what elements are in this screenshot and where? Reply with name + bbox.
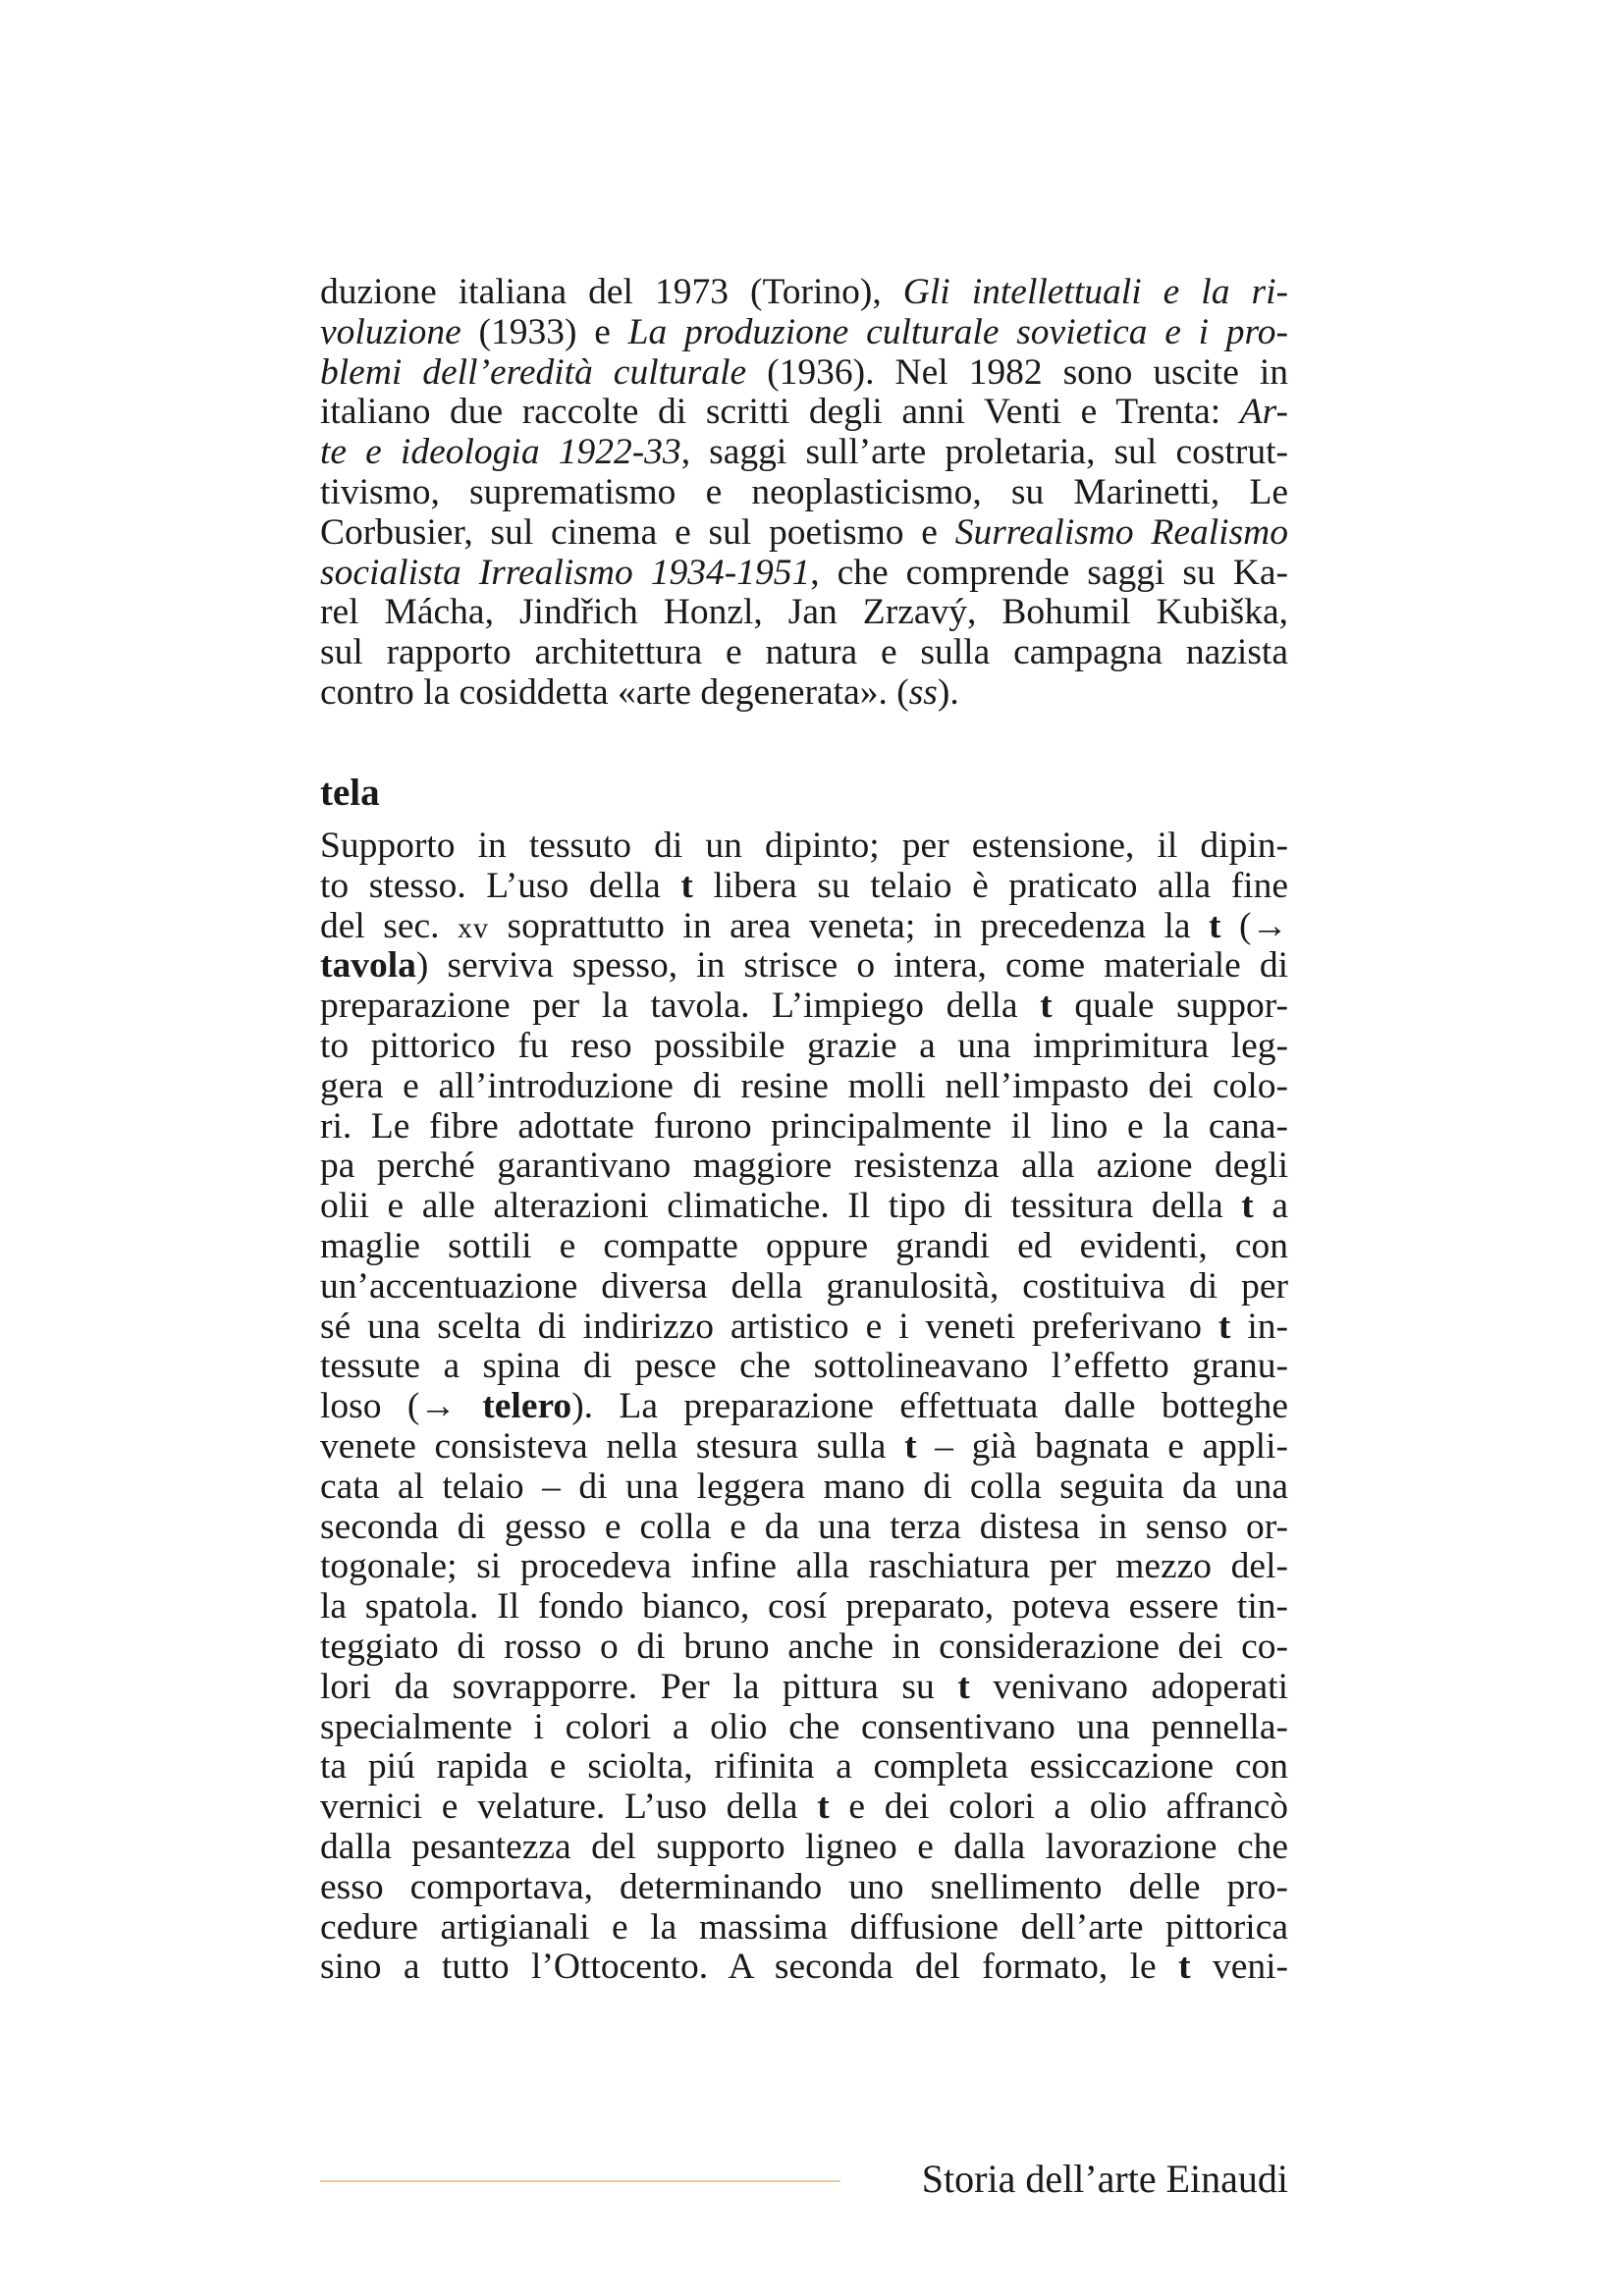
- text-line: venete consisteva nella stesura sulla t – già bagnata e appli-: [320, 1425, 1288, 1467]
- previous-entry-text: [320, 273, 1288, 714]
- text-line: teggiato di rosso o di bruno anche in considerazione dei co-: [320, 1626, 1288, 1667]
- text-line: esso comportava, determinando uno snellimento delle pro-: [320, 1866, 1288, 1907]
- text-line: olii e alle alterazioni climatiche. Il tipo di tessitura della t a: [320, 1186, 1288, 1227]
- text-line: contro la cosiddetta «arte degenerata». (ss).: [320, 671, 959, 713]
- text-line: gera e all’introduzione di resine molli nell’impasto dei colo-: [320, 1065, 1288, 1106]
- text-line: blemi dell’eredità culturale (1936). Nel 1982 sono uscite in: [320, 351, 1289, 393]
- text-line: sul rapporto architettura e natura e sulla campagna nazista: [320, 632, 1288, 673]
- text-line: ri. Le fibre adottate furono principalmente il lino e la cana-: [320, 1105, 1288, 1147]
- text-line: socialista Irrealismo 1934-1951, che comprende saggi su Ka-: [320, 552, 1289, 593]
- text-line: cedure artigianali e la massima diffusione dell’arte pittorica: [320, 1906, 1288, 1948]
- text-line: togonale; si procedeva infine alla raschiatura per mezzo del-: [320, 1546, 1288, 1587]
- text-line: sé una scelta di indirizzo artistico e i veneti preferivano t in-: [320, 1306, 1288, 1347]
- text-line: voluzione (1933) e La produzione culturale sovietica e i pro-: [320, 311, 1288, 352]
- cross-reference-telero: telero: [482, 1386, 572, 1427]
- text-line: Supporto in tessuto di un dipinto; per estensione, il dipin-: [320, 826, 1288, 866]
- text-line: pa perché garantivano maggiore resistenza alla azione degli: [320, 1146, 1288, 1187]
- text-line: ta piú rapida e sciolta, rifinita a completa essiccazione con: [320, 1746, 1288, 1788]
- text-line: tavola) serviva spesso, in strisce o intera, come materiale di: [320, 945, 1288, 987]
- text-line: to stesso. L’uso della t libera su telaio è praticato alla fine: [320, 865, 1288, 906]
- text-line: del sec. xv soprattutto in area veneta; in precedenza la t (→: [320, 905, 1288, 946]
- text-line: loso (→ telero). La preparazione effettuata dalle botteghe: [320, 1386, 1288, 1427]
- text-line: un’accentuazione diversa della granulosità, costituiva di per: [320, 1265, 1288, 1307]
- text-line: te e ideologia 1922-33, saggi sull’arte proletaria, sul costrut-: [320, 432, 1288, 473]
- text-line: rel Mácha, Jindřich Honzl, Jan Zrzavý, Bohumil Kubiška,: [320, 592, 1288, 633]
- text-line: dalla pesantezza del supporto ligneo e dalla lavorazione che: [320, 1826, 1288, 1867]
- text-line: la spatola. Il fondo bianco, cosí preparato, poteva essere tin-: [320, 1586, 1288, 1628]
- text-line: duzione italiana del 1973 (Torino), Gli intellettuali e la ri-: [320, 272, 1288, 312]
- text-line: maglie sottili e compatte oppure grandi ed evidenti, con: [320, 1225, 1288, 1266]
- text-line: italiano due raccolte di scritti degli anni Venti e Trenta: Ar-: [320, 392, 1288, 433]
- text-line: seconda di gesso e colla e da una terza distesa in senso or-: [320, 1506, 1288, 1547]
- text-line: to pittorico fu reso possibile grazie a una imprimitura leg-: [320, 1025, 1288, 1066]
- text-line: preparazione per la tavola. L’impiego della t quale suppor-: [320, 986, 1288, 1027]
- footer-publisher-title: Storia dell’arte Einaudi: [921, 2157, 1288, 2201]
- entry-headword: tela: [320, 772, 380, 814]
- text-line: tivismo, suprematismo e neoplasticismo, su Marinetti, Le: [320, 471, 1288, 512]
- cross-reference-tavola: tavola: [320, 945, 416, 987]
- text-line: vernici e velature. L’uso della t e dei colori a olio affrancò: [320, 1787, 1288, 1828]
- text-line: lori da sovrapporre. Per la pittura su t venivano adoperati: [320, 1666, 1288, 1707]
- text-line: specialmente i colori a olio che consentivano una pennella-: [320, 1706, 1288, 1747]
- text-line: tessute a spina di pesce che sottolineavano l’effetto granu-: [320, 1346, 1288, 1387]
- entry-body-tela: [320, 827, 1288, 1988]
- text-line: cata al telaio – di una leggera mano di colla seguita da una: [320, 1466, 1288, 1507]
- text-line: sino a tutto l’Ottocento. A seconda del formato, le t veni-: [320, 1947, 1288, 1988]
- footer-rule: [320, 2180, 840, 2182]
- text-line: Corbusier, sul cinema e sul poetismo e Surrealismo Realismo: [320, 511, 1288, 553]
